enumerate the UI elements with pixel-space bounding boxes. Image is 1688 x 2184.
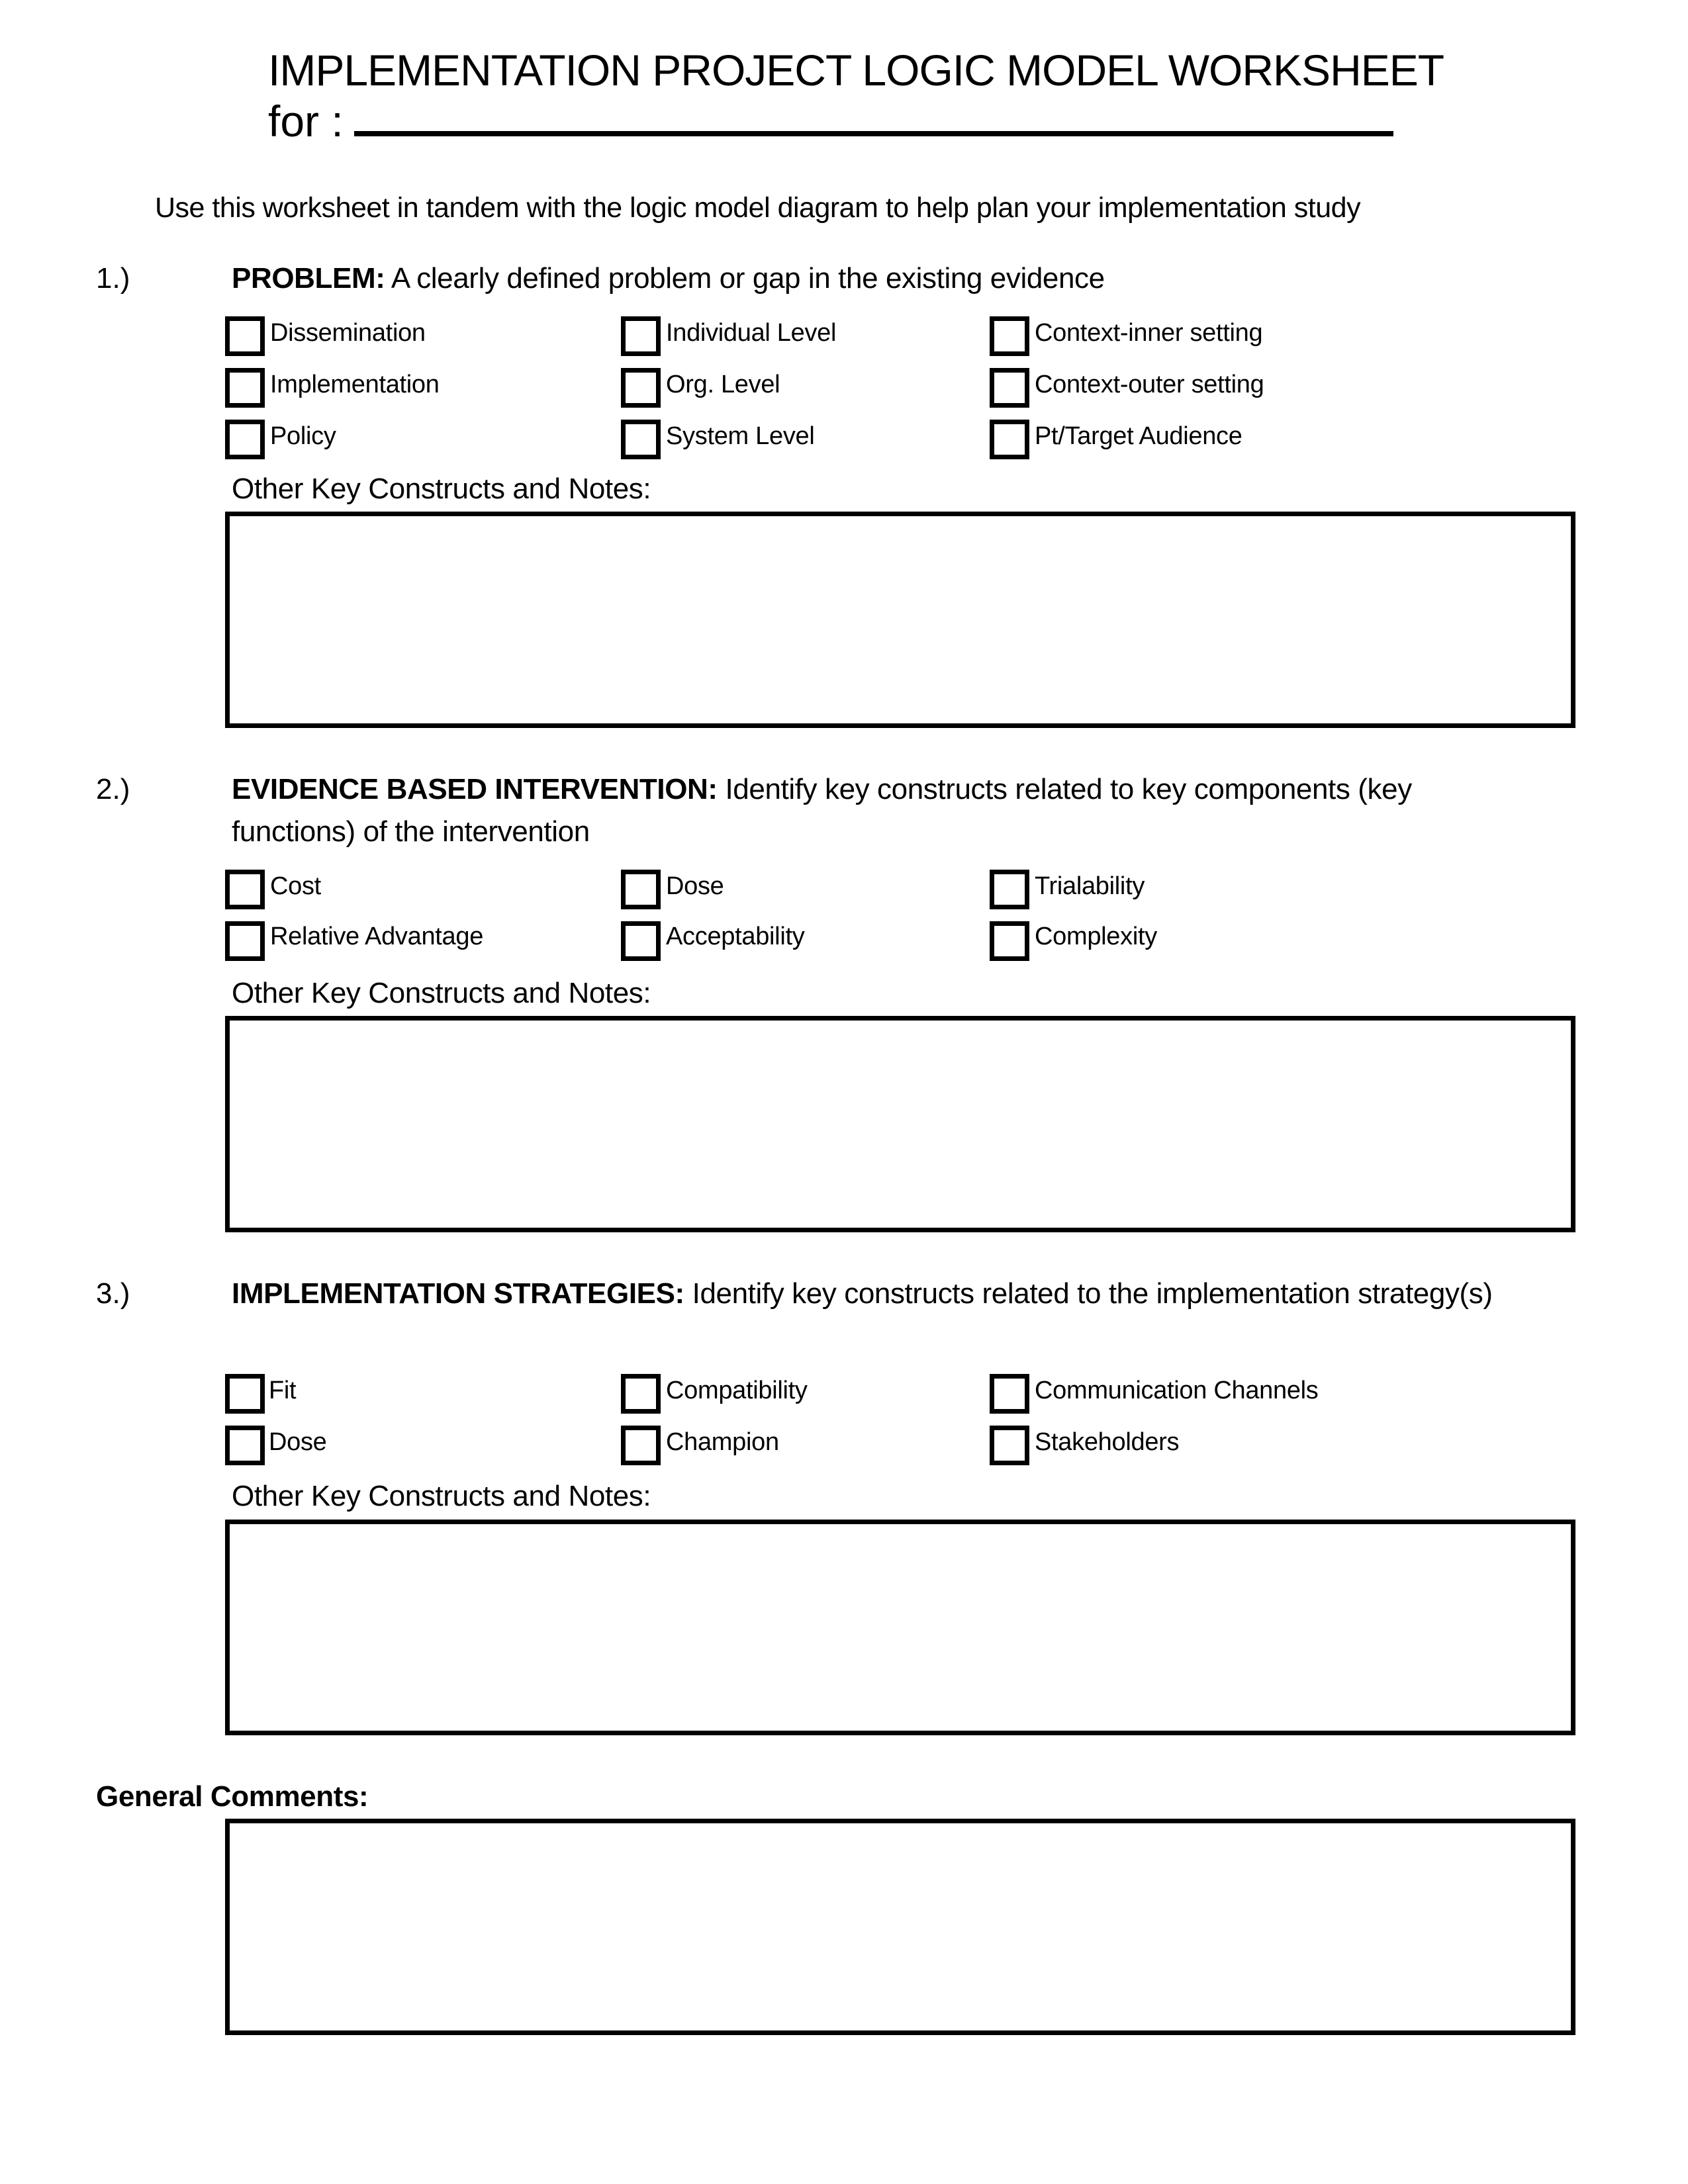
checkbox-pt-target-audience[interactable]: [990, 420, 1029, 459]
section-heading-text: Identify key constructs related to key components (key: [717, 773, 1412, 805]
checkbox-complexity[interactable]: [990, 921, 1029, 961]
intro-text: Use this worksheet in tandem with the logic model diagram to help plan your implementation study: [155, 192, 1361, 224]
checkbox-implementation[interactable]: [225, 368, 265, 408]
checkbox-label: Dissemination: [270, 319, 426, 347]
checkbox-stakeholders[interactable]: [990, 1426, 1029, 1465]
section-heading-line2: functions) of the intervention: [232, 815, 590, 848]
checkbox-label: Complexity: [1035, 923, 1157, 950]
notes-label: Other Key Constructs and Notes:: [232, 977, 651, 1009]
checkbox-label: Cost: [270, 872, 321, 900]
section-number: 1.): [96, 262, 130, 295]
checkbox-fit[interactable]: [225, 1374, 265, 1414]
checkbox-policy[interactable]: [225, 420, 265, 459]
checkbox-label: Pt/Target Audience: [1035, 422, 1243, 450]
checkbox-label: Fit: [269, 1377, 297, 1404]
checkbox-compatibility[interactable]: [621, 1374, 661, 1414]
section-heading-text: A clearly defined problem or gap in the existing evidence: [385, 262, 1105, 295]
checkbox-communication-channels[interactable]: [990, 1374, 1029, 1414]
section-heading-bold: IMPLEMENTATION STRATEGIES:: [232, 1277, 684, 1310]
checkbox-system-level[interactable]: [621, 420, 661, 459]
checkbox-label: Trialability: [1035, 872, 1145, 900]
section-heading: [232, 262, 1105, 295]
checkbox-dose[interactable]: [225, 1426, 265, 1465]
checkbox-label: Communication Channels: [1035, 1377, 1319, 1404]
checkbox-label: Context-inner setting: [1035, 319, 1263, 347]
notes-label: Other Key Constructs and Notes:: [232, 1480, 651, 1512]
notes-textarea-intervention[interactable]: [225, 1016, 1575, 1232]
worksheet-title: IMPLEMENTATION PROJECT LOGIC MODEL WORKSHEET: [268, 46, 1444, 95]
notes-label: Other Key Constructs and Notes:: [232, 473, 651, 505]
for-line: [268, 93, 1393, 146]
section-heading-bold: PROBLEM:: [232, 262, 385, 295]
notes-textarea-problem[interactable]: [225, 512, 1575, 728]
checkbox-label: Relative Advantage: [270, 923, 484, 950]
checkbox-label: Stakeholders: [1035, 1428, 1180, 1456]
checkbox-champion[interactable]: [621, 1426, 661, 1465]
for-label: for :: [268, 97, 344, 146]
checkbox-cost[interactable]: [225, 870, 265, 909]
section-heading: [232, 773, 1412, 806]
checkbox-label: Context-outer setting: [1035, 371, 1264, 398]
checkbox-context-outer-setting[interactable]: [990, 368, 1029, 408]
checkbox-org-level[interactable]: [621, 368, 661, 408]
for-blank-field[interactable]: [354, 93, 1393, 136]
section-number: 3.): [96, 1277, 130, 1310]
checkbox-label: Dose: [666, 872, 724, 900]
section-number: 2.): [96, 773, 130, 805]
general-comments-textarea[interactable]: [225, 1819, 1575, 2035]
checkbox-individual-level[interactable]: [621, 316, 661, 356]
checkbox-label: System Level: [666, 422, 815, 450]
notes-textarea-strategies[interactable]: [225, 1520, 1575, 1735]
checkbox-trialability[interactable]: [990, 870, 1029, 909]
section-heading-bold: EVIDENCE BASED INTERVENTION:: [232, 773, 718, 805]
checkbox-label: Champion: [666, 1428, 779, 1456]
checkbox-label: Compatibility: [666, 1377, 808, 1404]
checkbox-label: Policy: [270, 422, 336, 450]
general-comments-label: General Comments:: [96, 1780, 369, 1813]
checkbox-dissemination[interactable]: [225, 316, 265, 356]
checkbox-label: Implementation: [270, 371, 440, 398]
checkbox-relative-advantage[interactable]: [225, 921, 265, 961]
checkbox-acceptability[interactable]: [621, 921, 661, 961]
checkbox-label: Dose: [269, 1428, 327, 1456]
checkbox-dose[interactable]: [621, 870, 661, 909]
checkbox-context-inner-setting[interactable]: [990, 316, 1029, 356]
checkbox-label: Org. Level: [666, 371, 780, 398]
checkbox-label: Individual Level: [666, 319, 837, 347]
checkbox-label: Acceptability: [666, 923, 805, 950]
section-heading: [232, 1277, 1493, 1310]
section-heading-text: Identify key constructs related to the implementation strategy(s): [684, 1277, 1493, 1310]
